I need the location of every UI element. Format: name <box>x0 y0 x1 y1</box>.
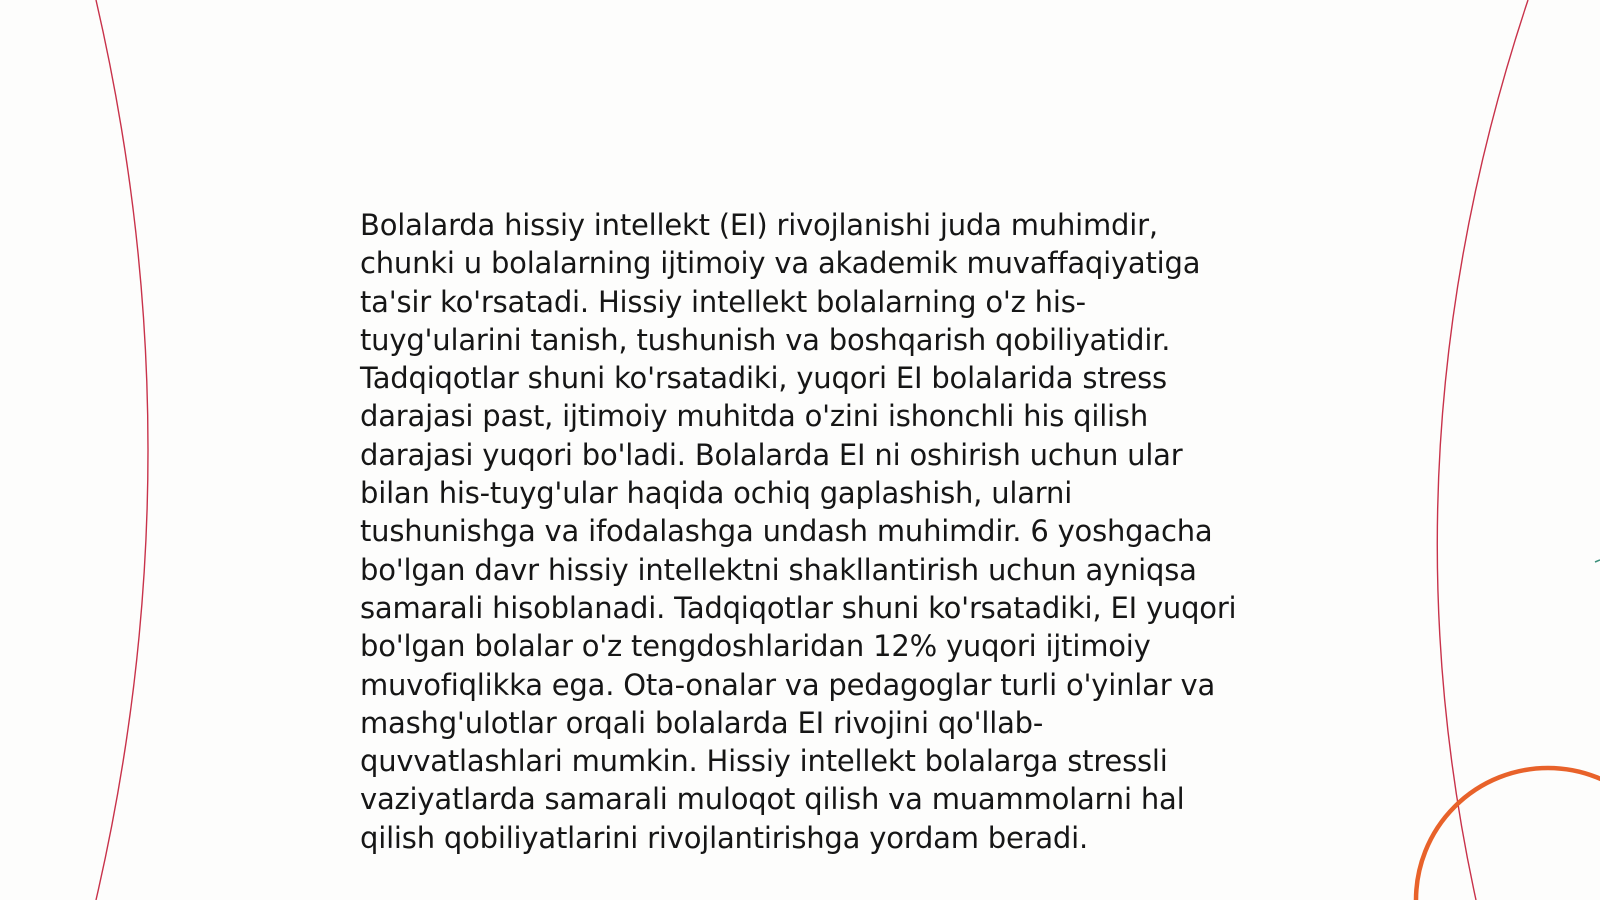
accent-circle <box>1416 768 1600 900</box>
left-arc-line <box>96 0 148 900</box>
right-arc-line <box>1437 0 1528 900</box>
accent-tick <box>1595 560 1600 562</box>
slide-body-text: Bolalarda hissiy intellekt (EI) rivojlanishi juda muhimdir, chunki u bolalarning ijtimoiy va akademik muvaffaqiyatiga ta'sir ko'rsatadi. Hissiy intellekt bolalarning o'z his-tuyg'ularini tanish, tushunish va boshqarish qobiliyatidir. Tadqiqotlar shuni ko'rsatadiki, yuqori EI bolalarida stress darajasi past, ijtimoiy muhitda o'zini ishonchli his qilish darajasi yuqori bo'ladi. Bolalarda EI ni oshirish uchun ular bilan his-tuyg'ular haqida ochiq gaplashish, ularni tushunishga va ifodalashga undash muhimdir. 6 yoshgacha bo'lgan davr hissiy intellektni shakllantirish uchun ayniqsa samarali hisoblanadi. Tadqiqotlar shuni ko'rsatadiki, EI yuqori bo'lgan bolalar o'z tengdoshlaridan 12% yuqori ijtimoiy muvofiqlikka ega. Ota-onalar va pedagoglar turli o'yinlar va mashg'ulotlar orqali bolalarda EI rivojini qo'llab-quvvatlashlari mumkin. Hissiy intellekt bolalarga stressli vaziyatlarda samarali muloqot qilish va muammolarni hal qilish qobiliyatlarini rivojlantirishga yordam beradi. <box>360 208 1237 855</box>
